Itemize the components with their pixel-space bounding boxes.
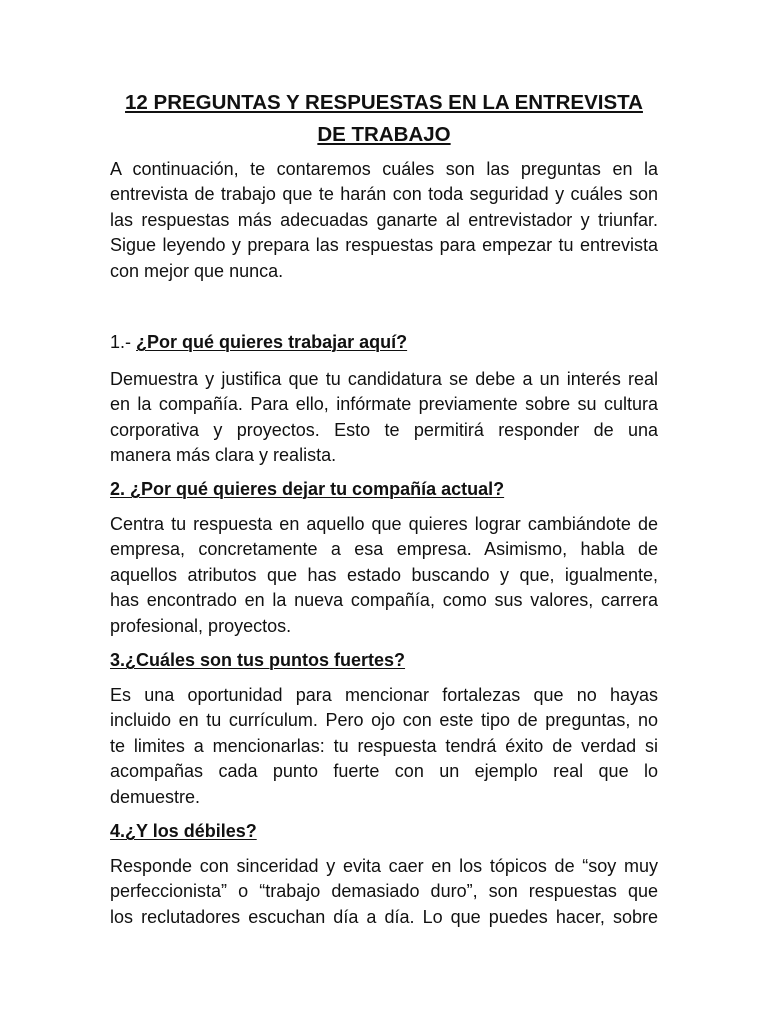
question-text: ¿Por qué quieres trabajar aquí?: [136, 332, 408, 352]
title-line-1: 12 PREGUNTAS Y RESPUESTAS EN LA ENTREVISTA: [125, 91, 643, 114]
paragraph-line: empresa, concretamente a esa empresa. Asimismo, habla de: [110, 539, 658, 560]
answer-paragraph-2: [110, 512, 658, 639]
paragraph-line: acompañas cada punto fuerte con un ejemplo real que lo: [110, 761, 658, 782]
paragraph-line: has encontrado en la nueva compañía, como sus valores, carrera: [110, 590, 658, 611]
paragraph-line: aquellos atributos que has estado buscando y que, igualmente,: [110, 564, 658, 585]
paragraph-line: demuestre.: [110, 786, 201, 807]
question-heading-1: [110, 330, 658, 355]
intro-paragraph: [110, 157, 658, 284]
paragraph-line: incluido en tu currículum. Pero ojo con este tipo de preguntas, no: [110, 710, 658, 731]
paragraph-line: A continuación, te contaremos cuáles son las preguntas en la: [110, 159, 658, 179]
paragraph-line: profesional, proyectos.: [110, 615, 292, 636]
paragraph-line: corporativa y proyectos. Esto te permitirá responder de una: [110, 419, 658, 440]
paragraph-line: entrevista de trabajo que te harán con toda seguridad y cuáles son: [110, 184, 658, 205]
paragraph-line: Sigue leyendo y prepara las respuestas para empezar tu entrevista: [110, 235, 658, 256]
answer-paragraph-3: [110, 683, 658, 810]
answer-paragraph-1: [110, 367, 658, 469]
paragraph-line: Centra tu respuesta en aquello que quieres lograr cambiándote de: [110, 514, 658, 534]
question-heading-2: [110, 477, 658, 502]
question-text: 2. ¿Por qué quieres dejar tu compañía actual?: [110, 479, 505, 499]
paragraph-line: Demuestra y justifica que tu candidatura se debe a un interés real: [110, 369, 658, 389]
question-text: 3.¿Cuáles son tus puntos fuertes?: [110, 650, 406, 670]
document-title: [110, 87, 658, 150]
paragraph-line: las respuestas más adecuadas ganarte al entrevistador y triunfar.: [110, 209, 658, 230]
paragraph-line: Es una oportunidad para mencionar fortalezas que no hayas: [110, 685, 658, 705]
paragraph-line: en la compañía. Para ello, infórmate previamente sobre su cultura: [110, 394, 658, 415]
question-text: 4.¿Y los débiles?: [110, 821, 257, 841]
answer-paragraph-4: [110, 854, 658, 930]
paragraph-line: los reclutadores escuchan día a día. Lo que puedes hacer, sobre: [110, 906, 658, 927]
title-line-2: DE TRABAJO: [317, 122, 451, 146]
paragraph-line: manera más clara y realista.: [110, 445, 337, 466]
question-heading-3: [110, 648, 658, 673]
question-number: 1.-: [110, 332, 132, 352]
paragraph-line: con mejor que nunca.: [110, 260, 284, 281]
paragraph-line: Responde con sinceridad y evita caer en los tópicos de “soy muy: [110, 856, 658, 876]
question-heading-4: [110, 819, 658, 844]
paragraph-line: te limites a mencionarlas: tu respuesta tendrá éxito de verdad si: [110, 735, 658, 756]
paragraph-line: perfeccionista” o “trabajo demasiado duro”, son respuestas que: [110, 881, 658, 902]
